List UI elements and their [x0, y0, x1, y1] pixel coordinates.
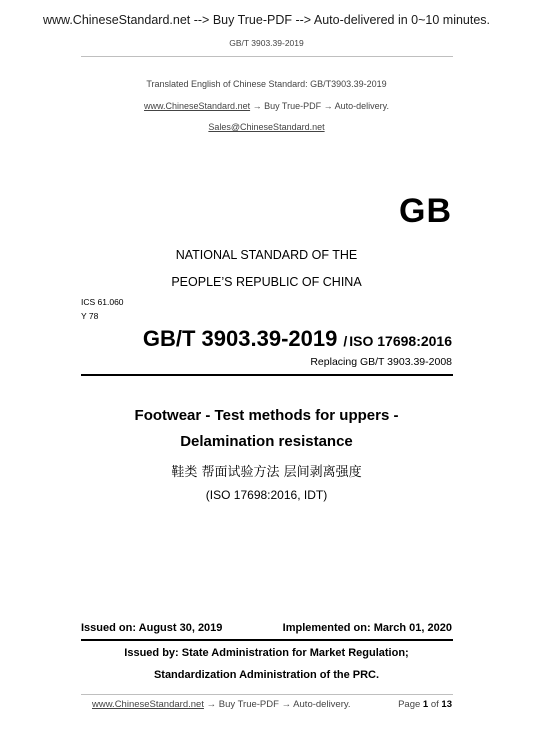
- footer-purchase-line: [92, 699, 351, 710]
- replacing-note: Replacing GB/T 3903.39-2008: [310, 356, 452, 368]
- email-link[interactable]: Sales@ChineseStandard.net: [208, 122, 325, 132]
- translation-note: Translated English of Chinese Standard: GB/T3903.39-2019: [146, 79, 387, 89]
- of-label: of: [430, 699, 439, 710]
- page-total: 13: [441, 699, 452, 710]
- national-standard-line2: PEOPLE’S REPUBLIC OF CHINA: [171, 275, 362, 289]
- footer-divider: [81, 694, 453, 695]
- iso-number: ISO 17698:2016: [349, 333, 452, 349]
- chinese-title: 鞋类 帮面试验方法 层间剥离强度: [171, 465, 362, 480]
- title-line1: Footwear - Test methods for uppers -: [134, 407, 399, 424]
- issued-date: Issued on: August 30, 2019: [81, 622, 223, 634]
- standard-separator: /: [343, 333, 348, 349]
- title-line2: Delamination resistance: [180, 433, 353, 450]
- purchase-line: [0, 101, 533, 111]
- issued-by-line2: Standardization Administration of the PRC.: [153, 669, 380, 681]
- gb-logo: GB: [399, 192, 452, 230]
- issued-by-line1: Issued by: State Administration for Market Regulation;: [124, 647, 409, 659]
- email-line: [0, 122, 533, 132]
- page-label: Page: [398, 699, 421, 710]
- ccs-code: Y 78: [81, 311, 99, 321]
- national-standard-line1: NATIONAL STANDARD OF THE: [175, 248, 358, 262]
- title-divider: [81, 374, 453, 376]
- bottom-divider: [81, 639, 453, 641]
- standard-number: GB/T 3903.39-2019: [142, 326, 338, 351]
- page-indicator: [398, 699, 452, 710]
- header-divider: [81, 56, 453, 57]
- implemented-date: Implemented on: March 01, 2020: [282, 622, 452, 634]
- header-doc-code: GB/T 3903.39-2019: [229, 38, 304, 48]
- site-link[interactable]: www.ChineseStandard.net: [144, 101, 251, 111]
- footer-site-link[interactable]: www.ChineseStandard.net: [92, 699, 204, 710]
- buy-text: → Buy True-PDF → Auto-delivery.: [250, 101, 389, 111]
- standard-number-line: [143, 326, 452, 352]
- page-number: 1: [422, 699, 429, 710]
- top-banner: www.ChineseStandard.net --> Buy True-PDF --> Auto-delivered in 0~10 minutes.: [42, 13, 491, 27]
- iso-equivalence: (ISO 17698:2016, IDT): [205, 488, 328, 502]
- ics-code: ICS 61.060: [81, 297, 124, 307]
- footer-buy-text: → Buy True-PDF → Auto-delivery.: [203, 699, 351, 710]
